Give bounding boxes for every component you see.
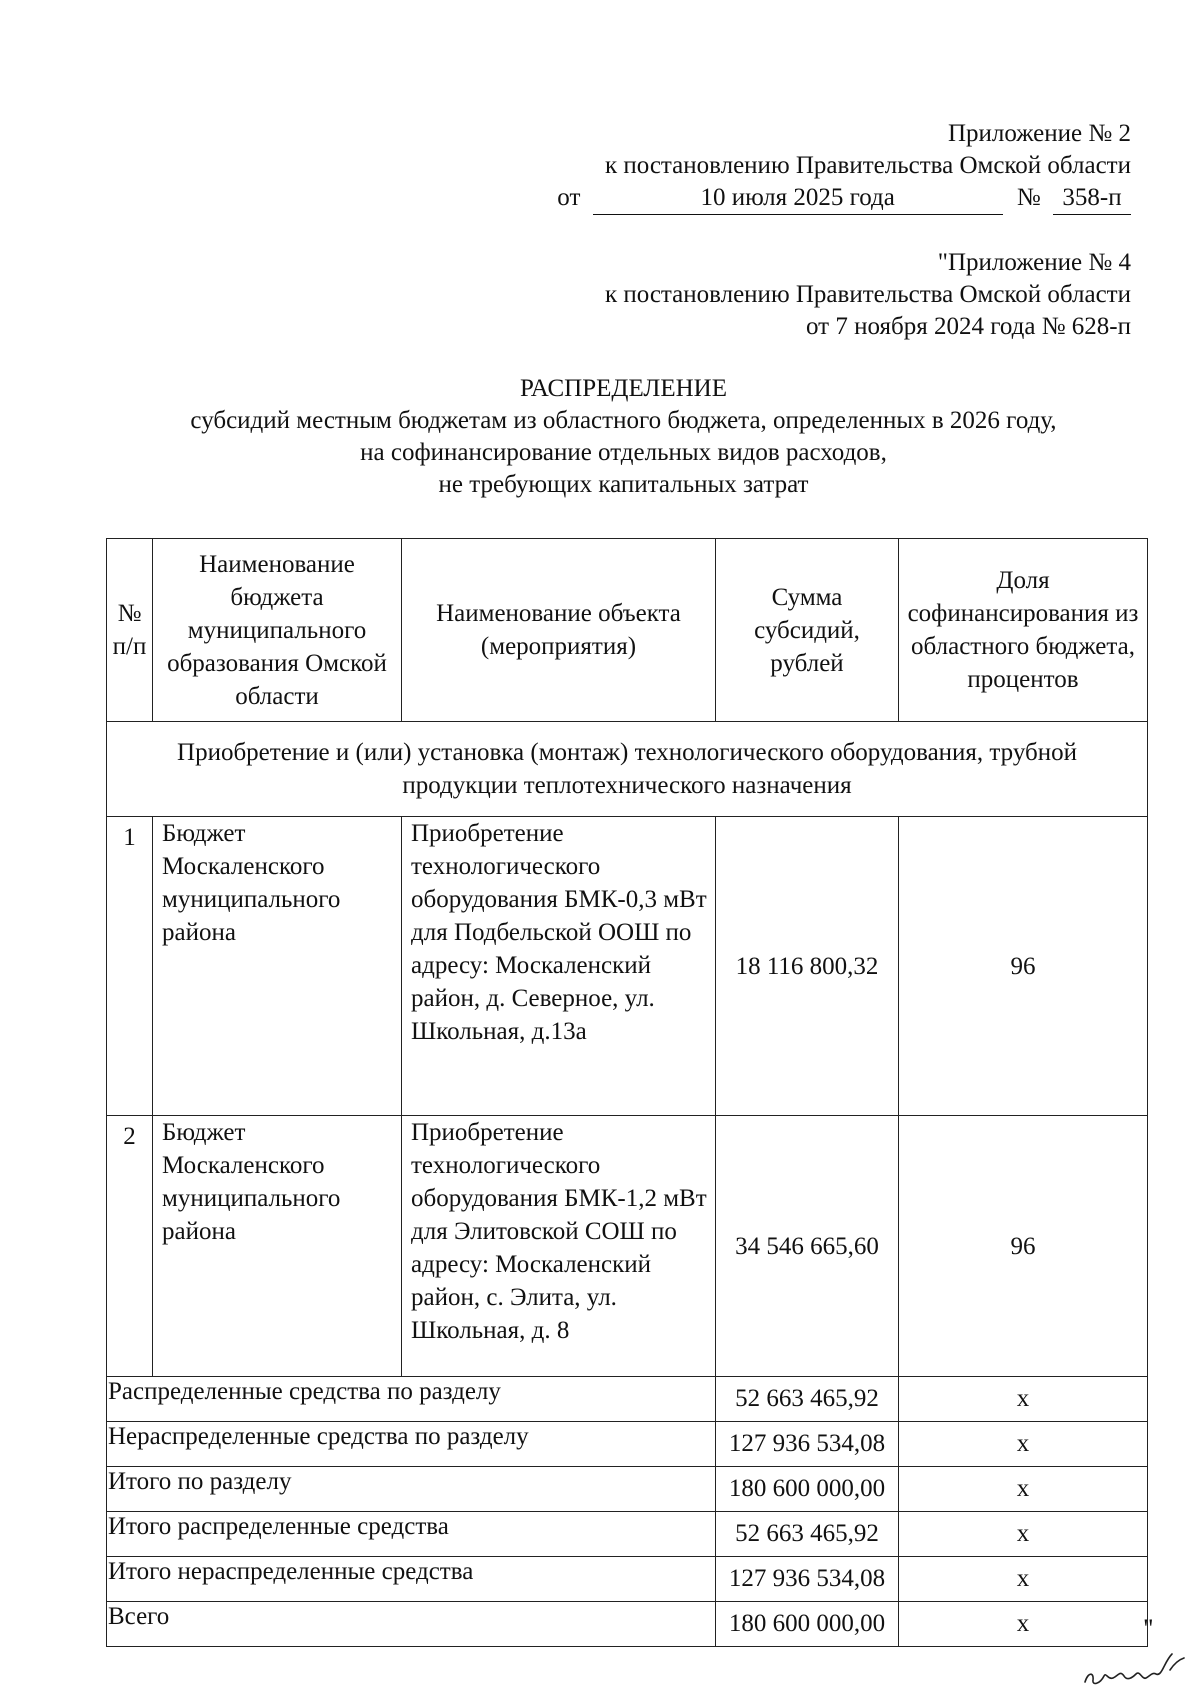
decree-date: 10 июля 2025 года <box>593 182 1003 215</box>
appendix-header <box>557 118 1131 214</box>
total-sum: 127 936 534,08 <box>716 1557 899 1602</box>
header-number: № п/п <box>107 539 153 722</box>
total-share: х <box>899 1512 1148 1557</box>
distribution-table <box>106 538 1148 1647</box>
total-sum: 180 600 000,00 <box>716 1467 899 1512</box>
handwritten-signature <box>1080 1650 1190 1699</box>
previous-appendix-date: от 7 ноября 2024 года № 628-п <box>806 313 1131 340</box>
appendix-date-line <box>557 182 1131 214</box>
title-line-2: на софинансирование отдельных видов расходов, <box>360 439 887 466</box>
title-line-3: не требующих капитальных затрат <box>438 471 809 498</box>
document-title <box>0 373 1200 501</box>
row-budget: Бюджет Москаленского муниципального района <box>153 817 402 1116</box>
section-title: Приобретение и (или) установка (монтаж) технологического оборудования, трубной продукции теплотехнического назначения <box>107 722 1148 817</box>
row-number: 1 <box>107 817 153 1116</box>
total-share: х <box>899 1557 1148 1602</box>
row-share: 96 <box>899 817 1148 1116</box>
total-label: Всего <box>107 1602 716 1647</box>
appendix-decree-ref: к постановлению Правительства Омской области <box>604 152 1131 179</box>
total-share: х <box>899 1602 1148 1647</box>
total-label: Итого по разделу <box>107 1467 716 1512</box>
total-sum: 127 936 534,08 <box>716 1422 899 1467</box>
row-sum: 18 116 800,32 <box>716 817 899 1116</box>
previous-appendix-number: "Приложение № 4 <box>937 249 1131 276</box>
closing-quote: " <box>1143 1614 1154 1643</box>
table-header-row <box>107 539 1148 722</box>
header-object: Наименование объекта (мероприятия) <box>402 539 716 722</box>
row-object: Приобретение технологического оборудования БМК-0,3 мВт для Подбельской ООШ по адресу: Москаленский район, д. Северное, ул. Школьная, д.13а <box>402 817 716 1116</box>
row-budget: Бюджет Москаленского муниципального района <box>153 1116 402 1377</box>
header-budget: Наименование бюджета муниципального образования Омской области <box>153 539 402 722</box>
title-heading: РАСПРЕДЕЛЕНИЕ <box>519 375 728 402</box>
date-prefix: от <box>557 184 581 211</box>
total-label: Распределенные средства по разделу <box>107 1377 716 1422</box>
section-row <box>107 722 1148 817</box>
decree-number: 358-п <box>1053 182 1131 215</box>
total-row <box>107 1377 1148 1422</box>
total-row <box>107 1557 1148 1602</box>
total-label: Итого распределенные средства <box>107 1512 716 1557</box>
header-sum: Сумма субсидий, рублей <box>716 539 899 722</box>
total-label: Нераспределенные средства по разделу <box>107 1422 716 1467</box>
total-label: Итого нераспределенные средства <box>107 1557 716 1602</box>
total-share: х <box>899 1467 1148 1512</box>
row-object: Приобретение технологического оборудования БМК-1,2 мВт для Элитовской СОШ по адресу: Москаленский район, с. Элита, ул. Школьная, д. 8 <box>402 1116 716 1377</box>
number-prefix: № <box>1016 184 1041 211</box>
total-row <box>107 1467 1148 1512</box>
previous-appendix-header <box>605 247 1131 343</box>
total-share: х <box>899 1422 1148 1467</box>
previous-appendix-decree-ref: к постановлению Правительства Омской области <box>604 281 1131 308</box>
total-row <box>107 1422 1148 1467</box>
row-number: 2 <box>107 1116 153 1377</box>
total-share: х <box>899 1377 1148 1422</box>
total-row <box>107 1602 1148 1647</box>
row-sum: 34 546 665,60 <box>716 1116 899 1377</box>
row-share: 96 <box>899 1116 1148 1377</box>
total-row <box>107 1512 1148 1557</box>
total-sum: 52 663 465,92 <box>716 1377 899 1422</box>
table-row <box>107 817 1148 1116</box>
appendix-number: Приложение № 2 <box>947 120 1131 147</box>
title-line-1: субсидий местным бюджетам из областного бюджета, определенных в 2026 году, <box>190 407 1057 434</box>
header-share: Доля софинансирования из областного бюджета, процентов <box>899 539 1148 722</box>
table-row <box>107 1116 1148 1377</box>
total-sum: 180 600 000,00 <box>716 1602 899 1647</box>
total-sum: 52 663 465,92 <box>716 1512 899 1557</box>
